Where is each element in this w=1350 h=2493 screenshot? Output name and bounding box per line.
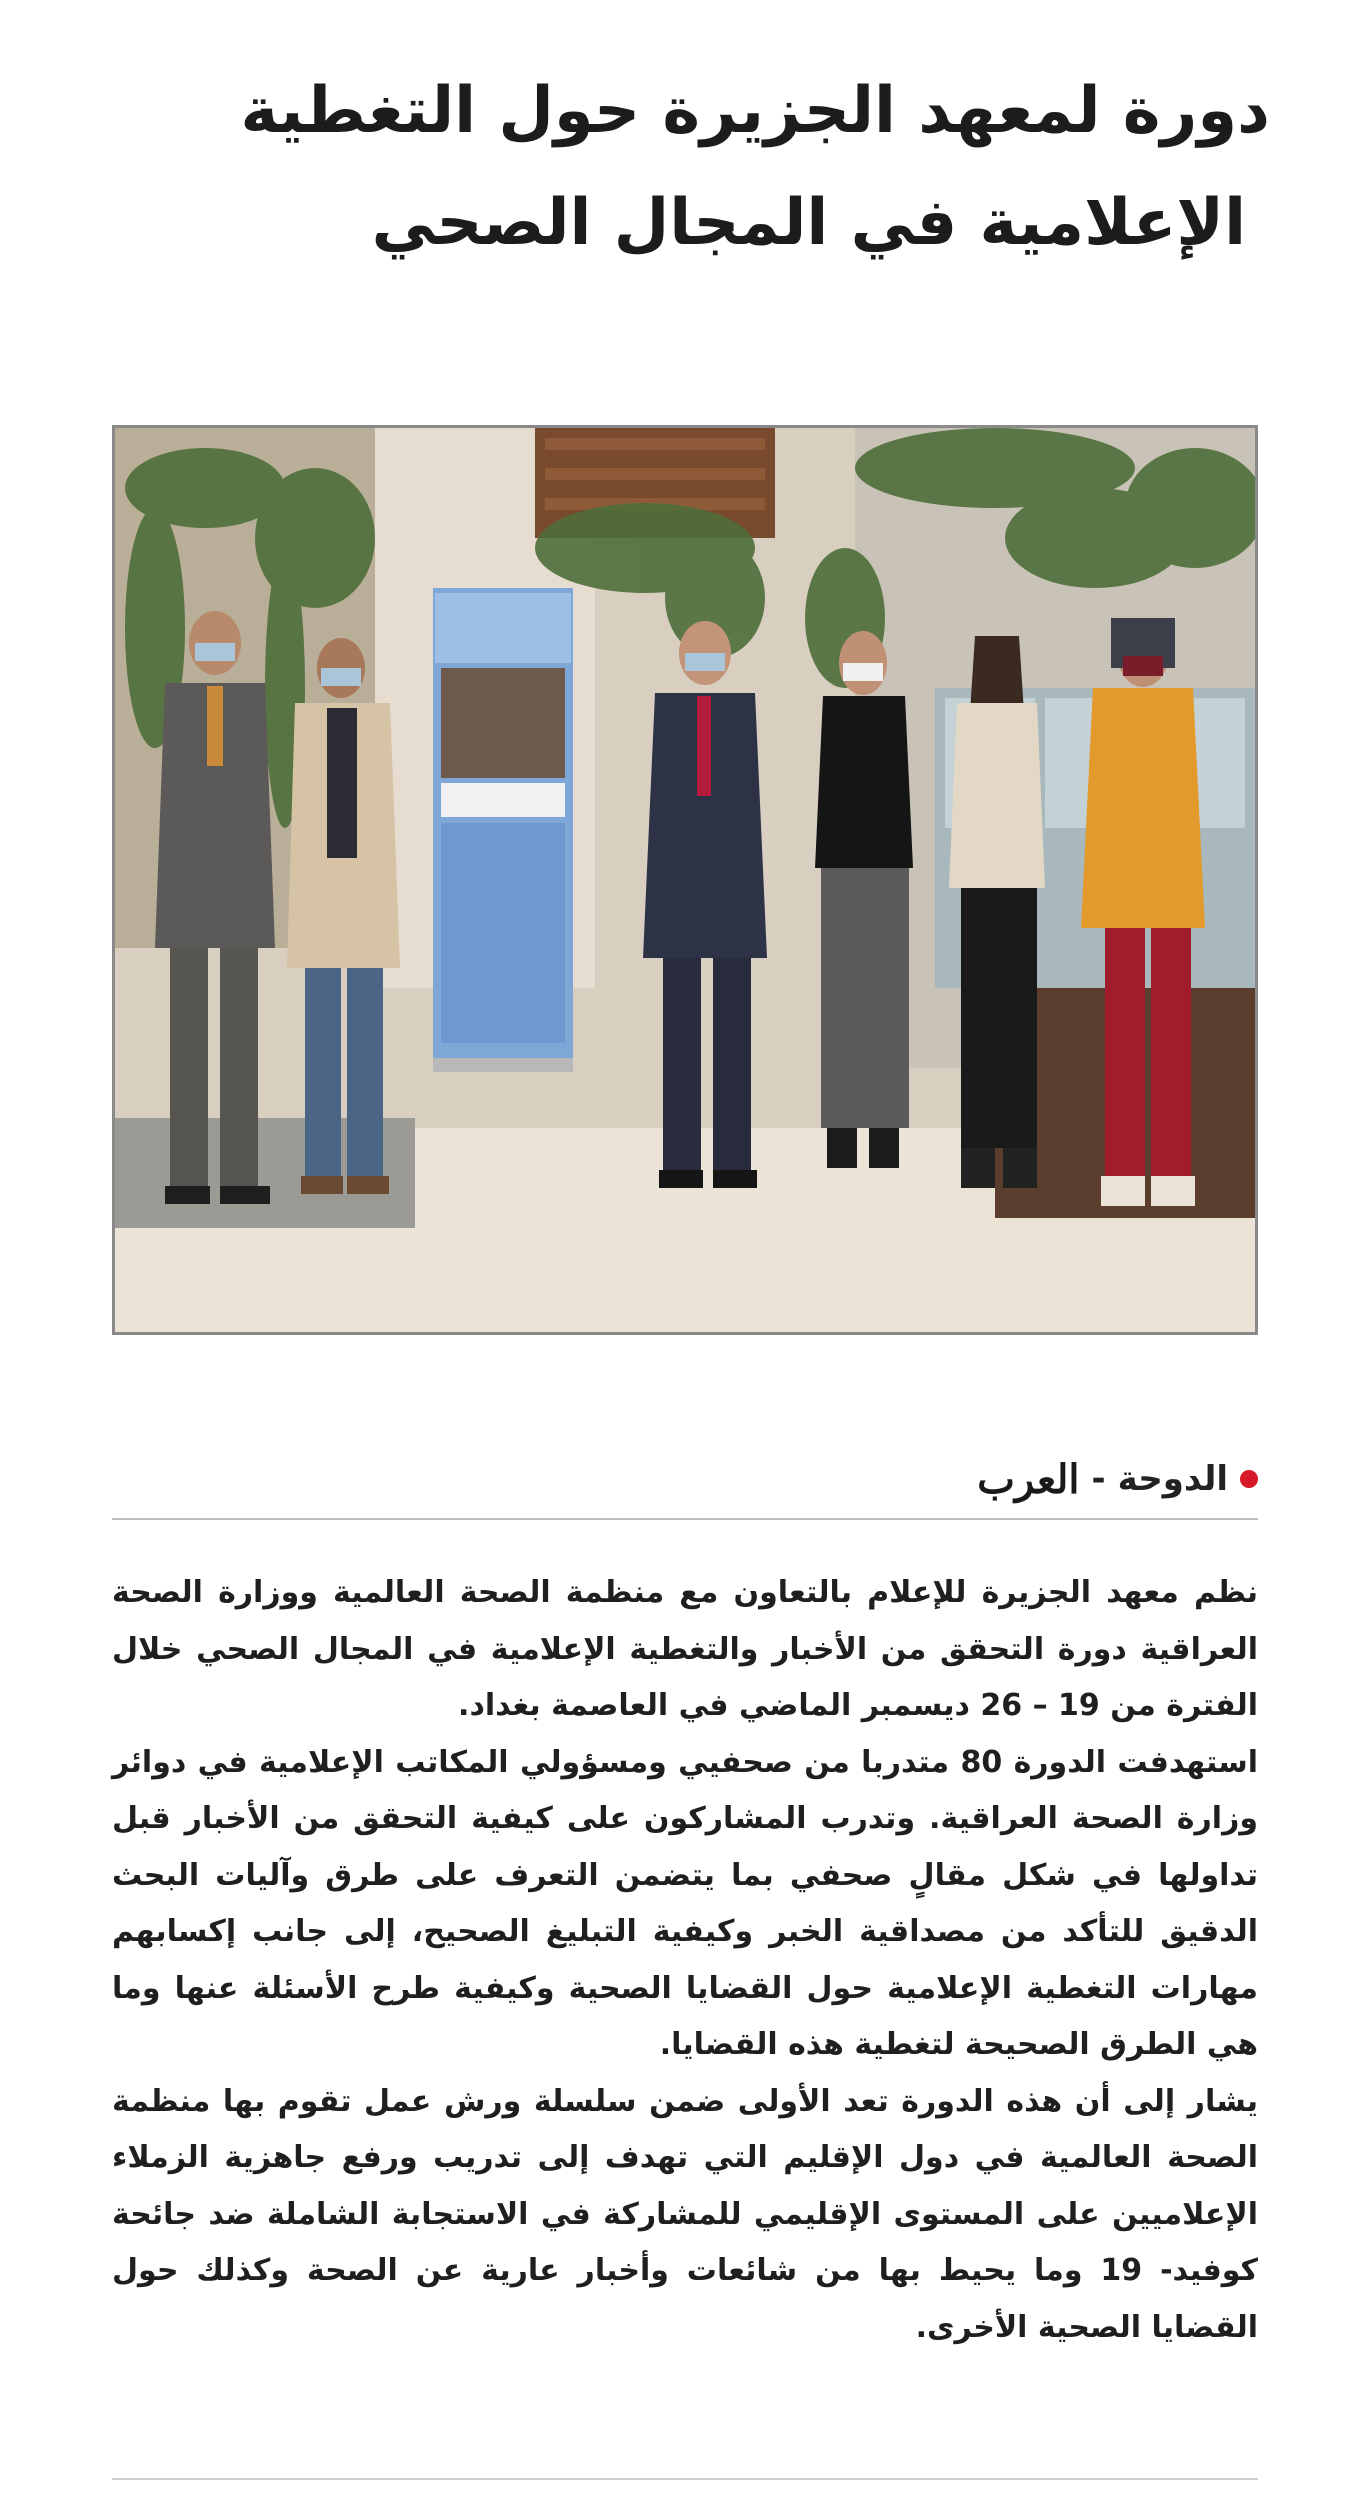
headline-line-2: الإعلامية في المجال الصحي [371, 186, 1246, 260]
article-paragraph: استهدفت الدورة 80 متدربا من صحفيي ومسؤولي المكاتب الإعلامية في دوائر وزارة الصحة العراقية. وتدرب المشاركون على كيفية التحقق من الأخبار قبل تداولها في شكل مقالٍ صحفي بما يتضمن التعرف على طرق وآليات البحث الدقيق للتأكد من مصداقية الخبر وكيفية التبليغ الصحيح، إلى جانب إكسابهم مهارات التغطية الإعلامية حول القضايا الصحية وكيفية طرح الأسئلة عنها وما هي الطرق الصحيحة لتغطية هذه القضايا. [112, 1744, 1259, 2062]
article-byline [112, 1445, 1258, 1513]
article-photo [112, 425, 1258, 1335]
footer-divider [112, 2478, 1258, 2480]
article-paragraph: نظم معهد الجزيرة للإعلام بالتعاون مع منظمة الصحة العالمية ووزارة الصحة العراقية دورة التحقق من الأخبار والتغطية الإعلامية في المجال الصحي خلال الفترة من 19 – 26 ديسمبر الماضي في العاصمة بغداد. [112, 1575, 1258, 1723]
publication-logo: العرب [977, 1455, 1080, 1503]
byline-city: الدوحة [1117, 1459, 1228, 1499]
headline-line-1: دورة لمعهد الجزيرة حول التغطية [240, 74, 1270, 148]
byline-separator: - [1091, 1459, 1106, 1499]
article-body [112, 1565, 1258, 2356]
byline-divider [112, 1518, 1258, 1520]
article-headline [100, 55, 1270, 279]
article-paragraph: يشار إلى أن هذه الدورة تعد الأولى ضمن سلسلة ورش عمل تقوم بها منظمة الصحة العالمية في دول الإقليم التي تهدف إلى تدريب ورفع جاهزية الزملاء الإعلاميين على المستوى الإقليمي للمشاركة في الاستجابة الشاملة ضد جائحة كوفيد- 19 وما يحيط بها من شائعات وأخبار عارية عن الصحة وكذلك حول القضايا الصحية الأخرى. [112, 2083, 1258, 2345]
byline-dot-icon [1240, 1470, 1258, 1488]
